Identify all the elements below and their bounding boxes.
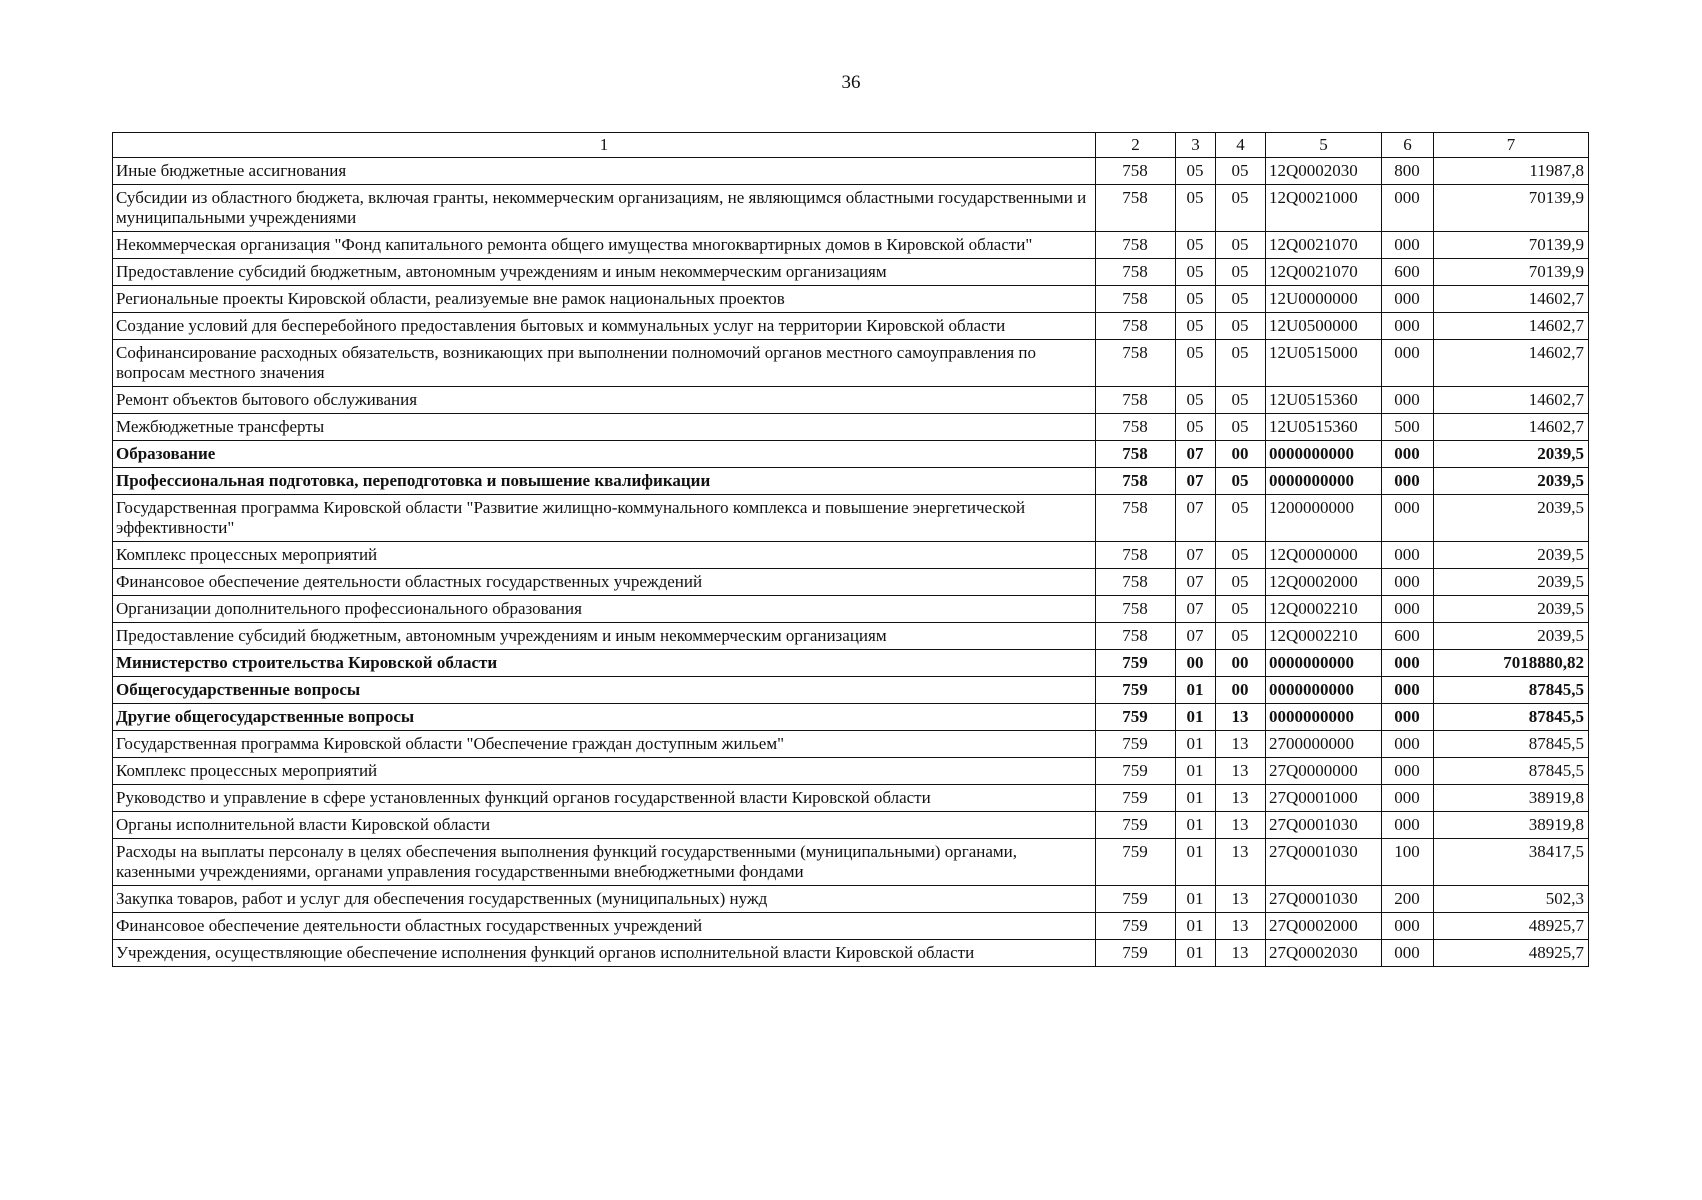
row-expense-type: 600 xyxy=(1382,259,1434,286)
row-target-article: 27Q0002000 xyxy=(1266,913,1382,940)
row-expense-type: 000 xyxy=(1382,340,1434,387)
table-row xyxy=(113,596,1589,623)
row-target-article: 12Q0002000 xyxy=(1266,569,1382,596)
table-row xyxy=(113,468,1589,495)
row-target-article: 27Q0002030 xyxy=(1266,940,1382,967)
row-name: Региональные проекты Кировской области, реализуемые вне рамок национальных проектов xyxy=(113,286,1096,313)
row-section: 05 xyxy=(1176,313,1216,340)
row-expense-type: 000 xyxy=(1382,542,1434,569)
row-amount: 48925,7 xyxy=(1434,940,1589,967)
table-row xyxy=(113,569,1589,596)
row-code-admin: 759 xyxy=(1096,677,1176,704)
row-code-admin: 758 xyxy=(1096,387,1176,414)
row-subsection: 05 xyxy=(1216,542,1266,569)
row-expense-type: 800 xyxy=(1382,158,1434,185)
row-expense-type: 000 xyxy=(1382,441,1434,468)
row-code-admin: 759 xyxy=(1096,812,1176,839)
row-section: 01 xyxy=(1176,839,1216,886)
row-name: Комплекс процессных мероприятий xyxy=(113,542,1096,569)
row-name: Некоммерческая организация "Фонд капитального ремонта общего имущества многоквартирных домов в Кировской области" xyxy=(113,232,1096,259)
row-target-article: 2700000000 xyxy=(1266,731,1382,758)
row-amount: 70139,9 xyxy=(1434,259,1589,286)
row-amount: 38919,8 xyxy=(1434,812,1589,839)
row-target-article: 12U0515000 xyxy=(1266,340,1382,387)
table-row xyxy=(113,839,1589,886)
row-name: Министерство строительства Кировской области xyxy=(113,650,1096,677)
row-expense-type: 100 xyxy=(1382,839,1434,886)
row-section: 01 xyxy=(1176,886,1216,913)
row-expense-type: 000 xyxy=(1382,650,1434,677)
row-subsection: 05 xyxy=(1216,158,1266,185)
row-subsection: 13 xyxy=(1216,785,1266,812)
row-section: 01 xyxy=(1176,758,1216,785)
row-name: Предоставление субсидий бюджетным, автономным учреждениям и иным некоммерческим организациям xyxy=(113,259,1096,286)
row-amount: 14602,7 xyxy=(1434,340,1589,387)
row-section: 05 xyxy=(1176,414,1216,441)
row-target-article: 27Q0001030 xyxy=(1266,886,1382,913)
row-code-admin: 759 xyxy=(1096,913,1176,940)
row-target-article: 12Q0000000 xyxy=(1266,542,1382,569)
row-target-article: 12Q0021070 xyxy=(1266,259,1382,286)
row-name: Предоставление субсидий бюджетным, автономным учреждениям и иным некоммерческим организациям xyxy=(113,623,1096,650)
row-target-article: 0000000000 xyxy=(1266,677,1382,704)
row-section: 01 xyxy=(1176,940,1216,967)
budget-table xyxy=(112,132,1589,967)
row-subsection: 05 xyxy=(1216,259,1266,286)
row-section: 07 xyxy=(1176,542,1216,569)
row-amount: 14602,7 xyxy=(1434,414,1589,441)
row-target-article: 12Q0021070 xyxy=(1266,232,1382,259)
row-code-admin: 758 xyxy=(1096,232,1176,259)
row-code-admin: 758 xyxy=(1096,313,1176,340)
row-code-admin: 758 xyxy=(1096,340,1176,387)
row-name: Учреждения, осуществляющие обеспечение исполнения функций органов исполнительной власти Кировской области xyxy=(113,940,1096,967)
row-expense-type: 500 xyxy=(1382,414,1434,441)
row-code-admin: 758 xyxy=(1096,542,1176,569)
row-expense-type: 000 xyxy=(1382,569,1434,596)
row-section: 01 xyxy=(1176,785,1216,812)
row-expense-type: 000 xyxy=(1382,812,1434,839)
row-target-article: 12U0515360 xyxy=(1266,414,1382,441)
row-name: Закупка товаров, работ и услуг для обеспечения государственных (муниципальных) нужд xyxy=(113,886,1096,913)
row-expense-type: 000 xyxy=(1382,596,1434,623)
row-amount: 87845,5 xyxy=(1434,677,1589,704)
row-name: Создание условий для бесперебойного предоставления бытовых и коммунальных услуг на территории Кировской области xyxy=(113,313,1096,340)
row-amount: 70139,9 xyxy=(1434,232,1589,259)
row-expense-type: 000 xyxy=(1382,468,1434,495)
row-subsection: 13 xyxy=(1216,886,1266,913)
row-expense-type: 600 xyxy=(1382,623,1434,650)
row-amount: 87845,5 xyxy=(1434,758,1589,785)
row-name: Финансовое обеспечение деятельности областных государственных учреждений xyxy=(113,569,1096,596)
row-subsection: 13 xyxy=(1216,731,1266,758)
row-subsection: 05 xyxy=(1216,468,1266,495)
table-row xyxy=(113,313,1589,340)
row-target-article: 12U0500000 xyxy=(1266,313,1382,340)
table-row xyxy=(113,441,1589,468)
row-subsection: 05 xyxy=(1216,232,1266,259)
row-target-article: 12Q0002210 xyxy=(1266,623,1382,650)
row-subsection: 05 xyxy=(1216,185,1266,232)
row-target-article: 27Q0001030 xyxy=(1266,839,1382,886)
row-section: 07 xyxy=(1176,569,1216,596)
row-section: 07 xyxy=(1176,596,1216,623)
row-amount: 2039,5 xyxy=(1434,596,1589,623)
row-subsection: 05 xyxy=(1216,387,1266,414)
row-section: 07 xyxy=(1176,623,1216,650)
table-row xyxy=(113,185,1589,232)
row-name: Другие общегосударственные вопросы xyxy=(113,704,1096,731)
table-row xyxy=(113,414,1589,441)
row-code-admin: 758 xyxy=(1096,158,1176,185)
row-target-article: 1200000000 xyxy=(1266,495,1382,542)
row-section: 05 xyxy=(1176,387,1216,414)
row-expense-type: 000 xyxy=(1382,313,1434,340)
row-subsection: 13 xyxy=(1216,940,1266,967)
row-target-article: 0000000000 xyxy=(1266,704,1382,731)
row-target-article: 12U0515360 xyxy=(1266,387,1382,414)
row-amount: 2039,5 xyxy=(1434,468,1589,495)
row-target-article: 12Q0021000 xyxy=(1266,185,1382,232)
header-row xyxy=(113,133,1589,158)
row-name: Организации дополнительного профессионального образования xyxy=(113,596,1096,623)
row-target-article: 0000000000 xyxy=(1266,441,1382,468)
row-subsection: 05 xyxy=(1216,286,1266,313)
row-name: Субсидии из областного бюджета, включая гранты, некоммерческим организациям, не являющимся областными государственными и муниципальными учреждениями xyxy=(113,185,1096,232)
row-name: Государственная программа Кировской области "Развитие жилищно-коммунального комплекса и повышение энергетической эффективности" xyxy=(113,495,1096,542)
table-row xyxy=(113,495,1589,542)
row-name: Софинансирование расходных обязательств, возникающих при выполнении полномочий органов местного самоуправления по вопросам местного значения xyxy=(113,340,1096,387)
row-code-admin: 759 xyxy=(1096,940,1176,967)
row-subsection: 05 xyxy=(1216,313,1266,340)
row-target-article: 12U0000000 xyxy=(1266,286,1382,313)
row-expense-type: 000 xyxy=(1382,913,1434,940)
row-name: Руководство и управление в сфере установленных функций органов государственной власти Кировской области xyxy=(113,785,1096,812)
row-code-admin: 759 xyxy=(1096,650,1176,677)
col-header-4: 4 xyxy=(1216,133,1266,158)
row-expense-type: 000 xyxy=(1382,940,1434,967)
table-row xyxy=(113,158,1589,185)
row-code-admin: 759 xyxy=(1096,731,1176,758)
row-expense-type: 000 xyxy=(1382,387,1434,414)
table-row xyxy=(113,886,1589,913)
row-section: 05 xyxy=(1176,232,1216,259)
row-expense-type: 200 xyxy=(1382,886,1434,913)
row-amount: 2039,5 xyxy=(1434,542,1589,569)
row-subsection: 05 xyxy=(1216,623,1266,650)
col-header-6: 6 xyxy=(1382,133,1434,158)
row-amount: 70139,9 xyxy=(1434,185,1589,232)
row-expense-type: 000 xyxy=(1382,731,1434,758)
row-code-admin: 758 xyxy=(1096,495,1176,542)
row-subsection: 00 xyxy=(1216,677,1266,704)
table-row xyxy=(113,704,1589,731)
row-amount: 2039,5 xyxy=(1434,623,1589,650)
row-name: Образование xyxy=(113,441,1096,468)
row-name: Государственная программа Кировской области "Обеспечение граждан доступным жильем" xyxy=(113,731,1096,758)
row-amount: 2039,5 xyxy=(1434,495,1589,542)
table-row xyxy=(113,259,1589,286)
row-subsection: 00 xyxy=(1216,650,1266,677)
table-row xyxy=(113,286,1589,313)
row-name: Общегосударственные вопросы xyxy=(113,677,1096,704)
table-body xyxy=(113,158,1589,967)
row-subsection: 05 xyxy=(1216,569,1266,596)
row-name: Комплекс процессных мероприятий xyxy=(113,758,1096,785)
row-target-article: 12Q0002210 xyxy=(1266,596,1382,623)
table-row xyxy=(113,340,1589,387)
row-target-article: 12Q0002030 xyxy=(1266,158,1382,185)
row-section: 07 xyxy=(1176,495,1216,542)
row-target-article: 27Q0001030 xyxy=(1266,812,1382,839)
table-row xyxy=(113,542,1589,569)
row-section: 01 xyxy=(1176,731,1216,758)
table-row xyxy=(113,731,1589,758)
row-section: 05 xyxy=(1176,185,1216,232)
row-name: Межбюджетные трансферты xyxy=(113,414,1096,441)
row-amount: 2039,5 xyxy=(1434,569,1589,596)
row-amount: 14602,7 xyxy=(1434,313,1589,340)
row-section: 05 xyxy=(1176,158,1216,185)
row-code-admin: 759 xyxy=(1096,704,1176,731)
table-row xyxy=(113,650,1589,677)
row-code-admin: 758 xyxy=(1096,623,1176,650)
col-header-5: 5 xyxy=(1266,133,1382,158)
row-subsection: 13 xyxy=(1216,704,1266,731)
table-row xyxy=(113,387,1589,414)
row-section: 05 xyxy=(1176,259,1216,286)
row-amount: 14602,7 xyxy=(1434,286,1589,313)
row-subsection: 05 xyxy=(1216,596,1266,623)
table-row xyxy=(113,940,1589,967)
row-code-admin: 758 xyxy=(1096,286,1176,313)
row-code-admin: 758 xyxy=(1096,596,1176,623)
row-name: Финансовое обеспечение деятельности областных государственных учреждений xyxy=(113,913,1096,940)
row-code-admin: 758 xyxy=(1096,414,1176,441)
row-subsection: 13 xyxy=(1216,758,1266,785)
row-target-article: 27Q0001000 xyxy=(1266,785,1382,812)
row-section: 01 xyxy=(1176,677,1216,704)
row-section: 01 xyxy=(1176,913,1216,940)
row-section: 07 xyxy=(1176,468,1216,495)
row-code-admin: 758 xyxy=(1096,259,1176,286)
row-expense-type: 000 xyxy=(1382,185,1434,232)
col-header-1: 1 xyxy=(113,133,1096,158)
row-code-admin: 759 xyxy=(1096,886,1176,913)
col-header-7: 7 xyxy=(1434,133,1589,158)
row-expense-type: 000 xyxy=(1382,704,1434,731)
row-expense-type: 000 xyxy=(1382,495,1434,542)
col-header-3: 3 xyxy=(1176,133,1216,158)
row-subsection: 00 xyxy=(1216,441,1266,468)
row-subsection: 05 xyxy=(1216,340,1266,387)
row-code-admin: 758 xyxy=(1096,468,1176,495)
row-code-admin: 758 xyxy=(1096,441,1176,468)
row-expense-type: 000 xyxy=(1382,232,1434,259)
row-amount: 38417,5 xyxy=(1434,839,1589,886)
row-code-admin: 759 xyxy=(1096,785,1176,812)
row-subsection: 13 xyxy=(1216,839,1266,886)
row-name: Ремонт объектов бытового обслуживания xyxy=(113,387,1096,414)
row-name: Органы исполнительной власти Кировской области xyxy=(113,812,1096,839)
row-code-admin: 758 xyxy=(1096,569,1176,596)
row-expense-type: 000 xyxy=(1382,785,1434,812)
row-amount: 11987,8 xyxy=(1434,158,1589,185)
row-amount: 14602,7 xyxy=(1434,387,1589,414)
row-expense-type: 000 xyxy=(1382,677,1434,704)
row-section: 07 xyxy=(1176,441,1216,468)
row-amount: 7018880,82 xyxy=(1434,650,1589,677)
table-row xyxy=(113,785,1589,812)
row-amount: 2039,5 xyxy=(1434,441,1589,468)
table-row xyxy=(113,913,1589,940)
table-row xyxy=(113,758,1589,785)
row-name: Расходы на выплаты персоналу в целях обеспечения выполнения функций государственными (муниципальными) органами, казенными учреждениями, органами управления государственными внебюджетными фондами xyxy=(113,839,1096,886)
row-amount: 502,3 xyxy=(1434,886,1589,913)
row-section: 01 xyxy=(1176,812,1216,839)
row-subsection: 05 xyxy=(1216,495,1266,542)
row-amount: 48925,7 xyxy=(1434,913,1589,940)
row-target-article: 0000000000 xyxy=(1266,650,1382,677)
row-section: 00 xyxy=(1176,650,1216,677)
row-section: 01 xyxy=(1176,704,1216,731)
table-row xyxy=(113,623,1589,650)
table-row xyxy=(113,232,1589,259)
row-name: Иные бюджетные ассигнования xyxy=(113,158,1096,185)
row-section: 05 xyxy=(1176,340,1216,387)
row-target-article: 0000000000 xyxy=(1266,468,1382,495)
table-row xyxy=(113,677,1589,704)
row-expense-type: 000 xyxy=(1382,286,1434,313)
row-subsection: 13 xyxy=(1216,913,1266,940)
row-amount: 87845,5 xyxy=(1434,704,1589,731)
row-subsection: 13 xyxy=(1216,812,1266,839)
col-header-2: 2 xyxy=(1096,133,1176,158)
row-subsection: 05 xyxy=(1216,414,1266,441)
row-code-admin: 759 xyxy=(1096,839,1176,886)
row-amount: 87845,5 xyxy=(1434,731,1589,758)
table-row xyxy=(113,812,1589,839)
page-number: 36 xyxy=(841,72,861,93)
row-target-article: 27Q0000000 xyxy=(1266,758,1382,785)
row-section: 05 xyxy=(1176,286,1216,313)
row-name: Профессиональная подготовка, переподготовка и повышение квалификации xyxy=(113,468,1096,495)
row-expense-type: 000 xyxy=(1382,758,1434,785)
row-code-admin: 759 xyxy=(1096,758,1176,785)
row-code-admin: 758 xyxy=(1096,185,1176,232)
row-amount: 38919,8 xyxy=(1434,785,1589,812)
